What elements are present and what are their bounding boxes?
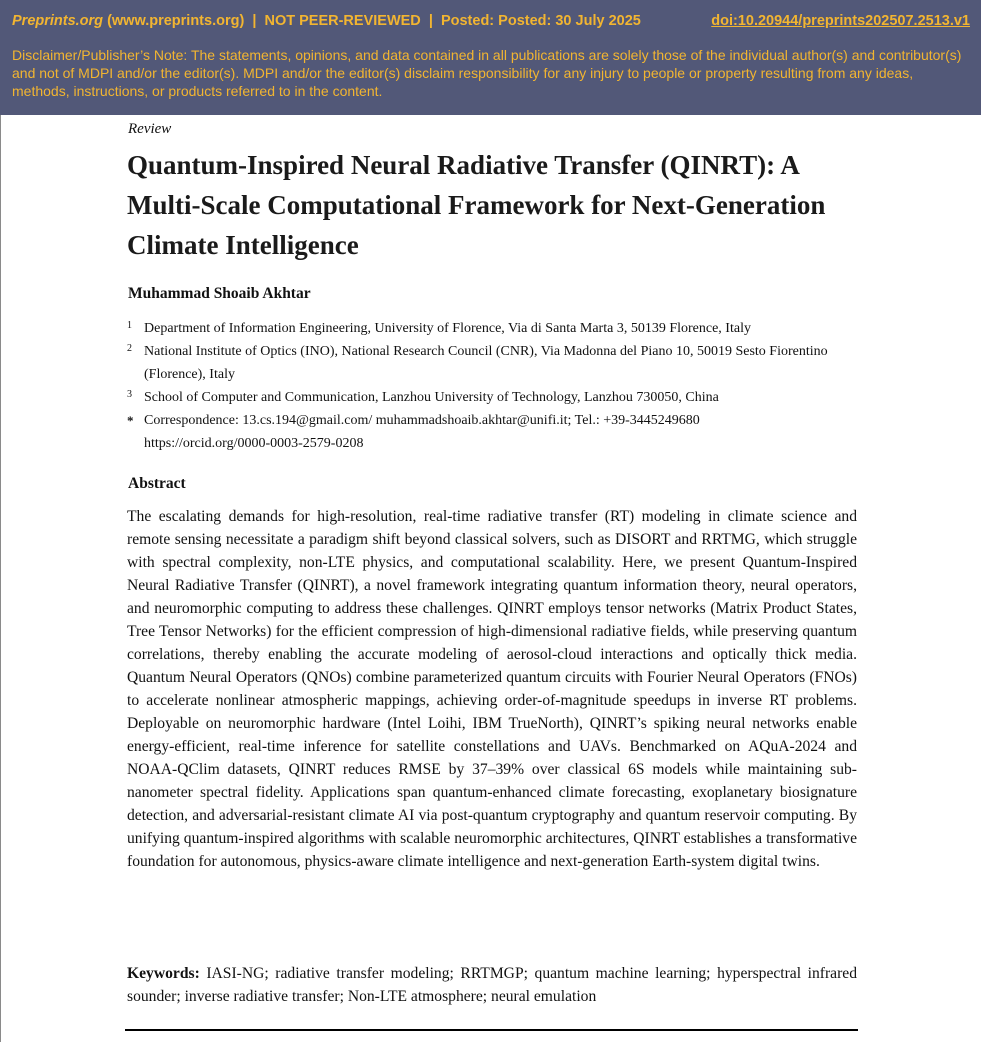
abstract-text: The escalating demands for high-resolution, real-time radiative transfer (RT) modeling in climate science and remote sensing necessitate a paradigm shift beyond classical solvers, such as DISORT and RRTMG, which struggle with spectral complexity, non-LTE physics, and computational scalability. Here, we present Quantum-Inspired Neural Radiative Transfer (QINRT), a novel framework integrating quantum information theory, neural operators, and neuromorphic computing to address these challenges. QINRT employs tensor networks (Matrix Product States, Tree Tensor Networks) for the efficient compression of high-dimensional radiative fields, while preserving quantum correlations, thereby enabling the accurate modeling of aerosol-cloud interactions and optically thick media. Quantum Neural Operators (QNOs) combine parameterized quantum circuits with Fourier Neural Operators (FNOs) to accelerate nonlinear atmospheric mappings, achieving order-of-magnitude speedups in inverse RT problems. Deployable on neuromorphic hardware (Intel Loihi, IBM TrueNorth), QINRT’s spiking neural networks enable energy-efficient, real-time inference for satellite constellations and UAVs. Benchmarked on AQuA-2024 and NOAA-QClim datasets, QINRT reduces RMSE by 37–39% over classical 6S models while maintaining sub-nanometer spectral fidelity. Applications span quantum-enhanced climate forecasting, exoplanetary biosignature detection, and adversarial-resistant climate AI via post-quantum cryptography and quantum reservoir computing. By unifying quantum-inspired algorithms with scalable neuromorphic architectures, QINRT establishes a transformative foundation for autonomous, physics-aware climate intelligence and next-generation Earth-system digital twins. [127, 508, 857, 870]
affiliation-text: Department of Information Engineering, University of Florence, Via di Santa Marta 3, 50139 Florence, Italy [144, 321, 751, 336]
article-type: Review [128, 121, 172, 137]
abstract-heading: Abstract [128, 475, 186, 492]
affiliation-item [127, 386, 857, 409]
site-name[interactable]: Preprints.org [12, 13, 104, 29]
keywords [127, 962, 857, 1008]
doi-link[interactable]: doi:10.20944/preprints202507.2513.v1 [711, 13, 970, 29]
posted-date: Posted: Posted: 30 July 2025 [440, 13, 641, 29]
site-url[interactable]: (www.preprints.org) [107, 13, 245, 29]
review-status: NOT PEER-REVIEWED [264, 13, 421, 29]
separator: | [252, 13, 257, 29]
publisher-disclaimer: Disclaimer/Publisher’s Note: The statements, opinions, and data contained in all publications are solely those of the individual author(s) and contributor(s) and not of MDPI and/or the editor(s). MDPI and/or the editor(s) disclaim responsibility for any injury to people or property resulting from any ideas, methods, instructions, or products referred to in the content. [12, 47, 962, 99]
affiliation-item [127, 340, 857, 386]
correspondence-text: Correspondence: 13.cs.194@gmail.com/ muhammadshoaib.akhtar@unifi.it; Tel.: +39-3445249680 [144, 413, 700, 428]
article-title: Quantum-Inspired Neural Radiative Transfer (QINRT): A Multi-Scale Computational Framework for Next-Generation Climate Intelligence [127, 150, 826, 260]
affiliation-number: 3 [127, 389, 132, 400]
affiliation-item [127, 317, 857, 340]
separator: | [428, 13, 433, 29]
page-edge-divider [0, 115, 1, 1042]
affiliation-number: 1 [127, 320, 132, 331]
keywords-label: Keywords: [127, 965, 200, 982]
author-name: Muhammad Shoaib Akhtar [128, 285, 311, 302]
correspondence-mark: * [127, 413, 134, 428]
affiliation-text: School of Computer and Communication, Lanzhou University of Technology, Lanzhou 730050, China [144, 390, 719, 405]
affiliation-list [127, 317, 857, 455]
correspondence-item [127, 409, 857, 455]
orcid-link[interactable]: https://orcid.org/0000-0003-2579-0208 [144, 436, 364, 451]
keywords-text: IASI-NG; radiative transfer modeling; RRTMGP; quantum machine learning; hyperspectral infrared sounder; inverse radiative transfer; Non-LTE atmosphere; neural emulation [127, 965, 857, 1005]
preprint-banner [0, 0, 981, 115]
section-rule [125, 1029, 858, 1031]
banner-info-line [12, 13, 972, 33]
affiliation-text: National Institute of Optics (INO), National Research Council (CNR), Via Madonna del Piano 10, 50019 Sesto Fiorentino (Florence), Italy [144, 344, 828, 382]
affiliation-number: 2 [127, 343, 132, 354]
